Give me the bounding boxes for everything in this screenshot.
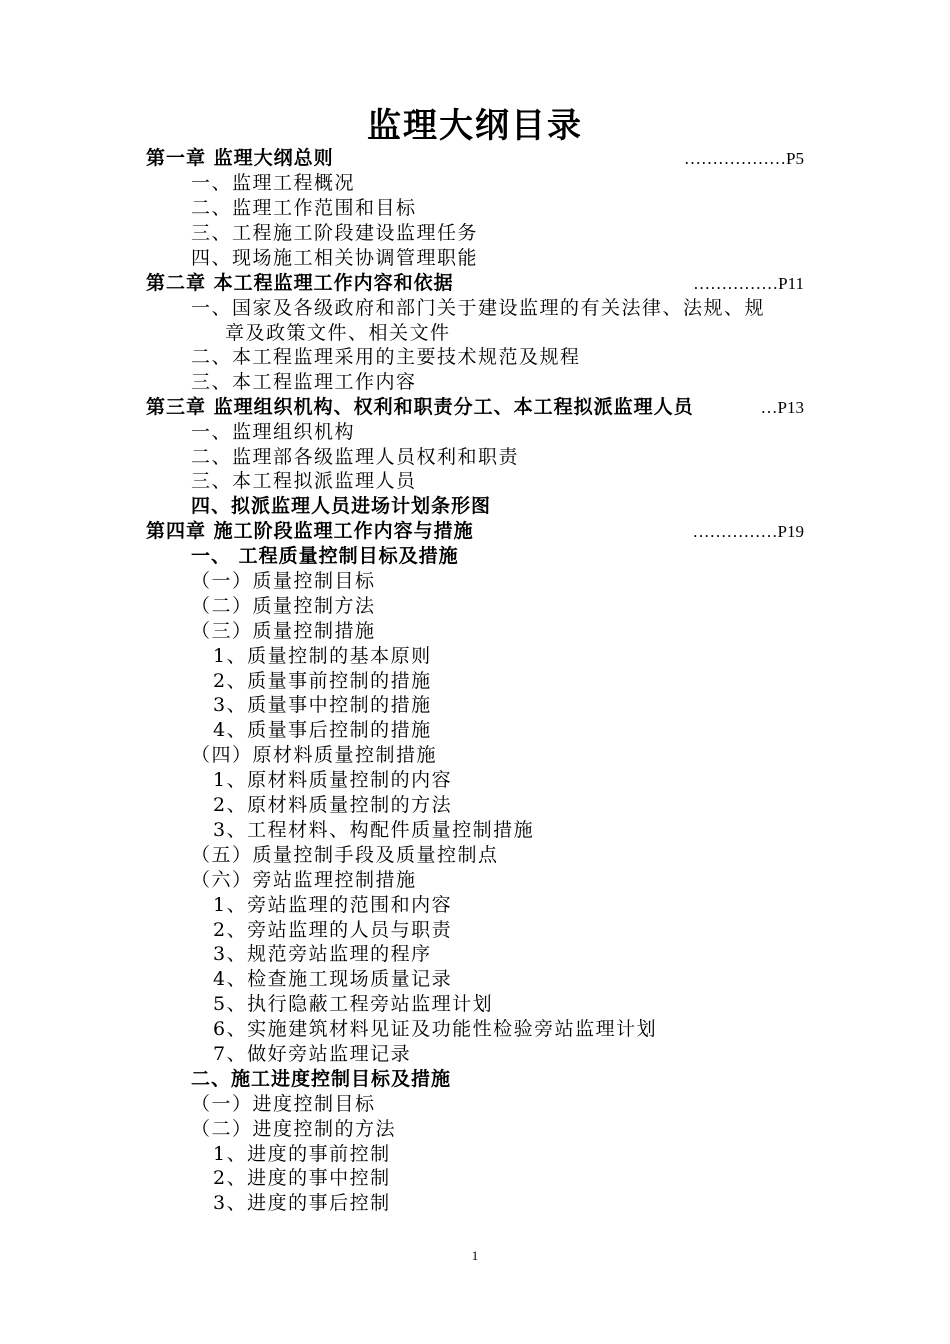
toc-item[interactable]: 四、拟派监理人员进场计划条形图: [191, 495, 492, 517]
toc-item[interactable]: 二、本工程监理采用的主要技术规范及规程: [191, 346, 581, 368]
toc-subitem[interactable]: 3、质量事中控制的措施: [213, 694, 432, 716]
toc-subsection[interactable]: （三）质量控制措施: [191, 620, 376, 642]
toc-subitem[interactable]: 3、进度的事后控制: [213, 1192, 391, 1214]
toc-item[interactable]: 四、现场施工相关协调管理职能: [191, 247, 479, 269]
toc-subitem[interactable]: 4、质量事后控制的措施: [213, 719, 432, 741]
toc-subitem[interactable]: 2、旁站监理的人员与职责: [213, 919, 453, 941]
toc-item[interactable]: 一、监理工程概况: [191, 172, 356, 194]
toc-subsection[interactable]: （一）质量控制目标: [191, 570, 376, 592]
toc-section[interactable]: 二、施工进度控制目标及措施: [191, 1068, 452, 1090]
toc-subitem[interactable]: 1、旁站监理的范围和内容: [213, 894, 453, 916]
toc-chapter-1-page: ………………P5: [684, 149, 804, 168]
toc-subitem[interactable]: 1、原材料质量控制的内容: [213, 769, 453, 791]
toc-chapter-2-page: ……………P11: [693, 274, 804, 293]
toc-chapter-3-page: …P13: [760, 398, 804, 417]
toc-subitem[interactable]: 2、进度的事中控制: [213, 1167, 391, 1189]
toc-subsection[interactable]: （四）原材料质量控制措施: [191, 744, 438, 766]
toc-subsection[interactable]: （六）旁站监理控制措施: [191, 869, 417, 891]
toc-item[interactable]: 三、本工程拟派监理人员: [191, 470, 417, 492]
toc-subsection[interactable]: （二）进度控制的方法: [191, 1118, 397, 1140]
toc-subitem[interactable]: 1、进度的事前控制: [213, 1143, 391, 1165]
toc-chapter-4-page: ……………P19: [692, 522, 804, 541]
toc-subitem[interactable]: 3、规范旁站监理的程序: [213, 943, 432, 965]
toc-chapter-1[interactable]: 第一章 监理大纲总则: [146, 147, 334, 169]
toc-section[interactable]: 一、 工程质量控制目标及措施: [191, 545, 459, 567]
toc-item[interactable]: 一、监理组织机构: [191, 421, 356, 443]
toc-chapter-3[interactable]: 第三章 监理组织机构、权利和职责分工、本工程拟派监理人员: [146, 396, 694, 418]
toc-chapter-4[interactable]: 第四章 施工阶段监理工作内容与措施: [146, 520, 474, 542]
toc-item[interactable]: 二、监理工作范围和目标: [191, 197, 417, 219]
toc-subitem[interactable]: 1、质量控制的基本原则: [213, 645, 432, 667]
page-title: 监理大纲目录: [367, 106, 583, 146]
toc-subsection[interactable]: （五）质量控制手段及质量控制点: [191, 844, 499, 866]
toc-subitem[interactable]: 3、工程材料、构配件质量控制措施: [213, 819, 535, 841]
page-number: 1: [471, 1248, 479, 1263]
toc-item[interactable]: 三、工程施工阶段建设监理任务: [191, 222, 479, 244]
toc-subitem[interactable]: 4、检查施工现场质量记录: [213, 968, 453, 990]
toc-chapter-2[interactable]: 第二章 本工程监理工作内容和依据: [146, 272, 454, 294]
toc-item[interactable]: 三、本工程监理工作内容: [191, 371, 417, 393]
toc-item[interactable]: 二、监理部各级监理人员权利和职责: [191, 446, 520, 468]
toc-subsection[interactable]: （二）质量控制方法: [191, 595, 376, 617]
toc-subitem[interactable]: 2、质量事前控制的措施: [213, 670, 432, 692]
toc-subitem[interactable]: 7、做好旁站监理记录: [213, 1043, 412, 1065]
toc-subitem[interactable]: 5、执行隐蔽工程旁站监理计划: [213, 993, 494, 1015]
toc-item-continued[interactable]: 章及政策文件、相关文件: [225, 322, 451, 344]
toc-subitem[interactable]: 2、原材料质量控制的方法: [213, 794, 453, 816]
toc-item[interactable]: 一、国家及各级政府和部门关于建设监理的有关法律、法规、规: [191, 297, 766, 319]
toc-subitem[interactable]: 6、实施建筑材料见证及功能性检验旁站监理计划: [213, 1018, 658, 1040]
toc-subsection[interactable]: （一）进度控制目标: [191, 1093, 376, 1115]
